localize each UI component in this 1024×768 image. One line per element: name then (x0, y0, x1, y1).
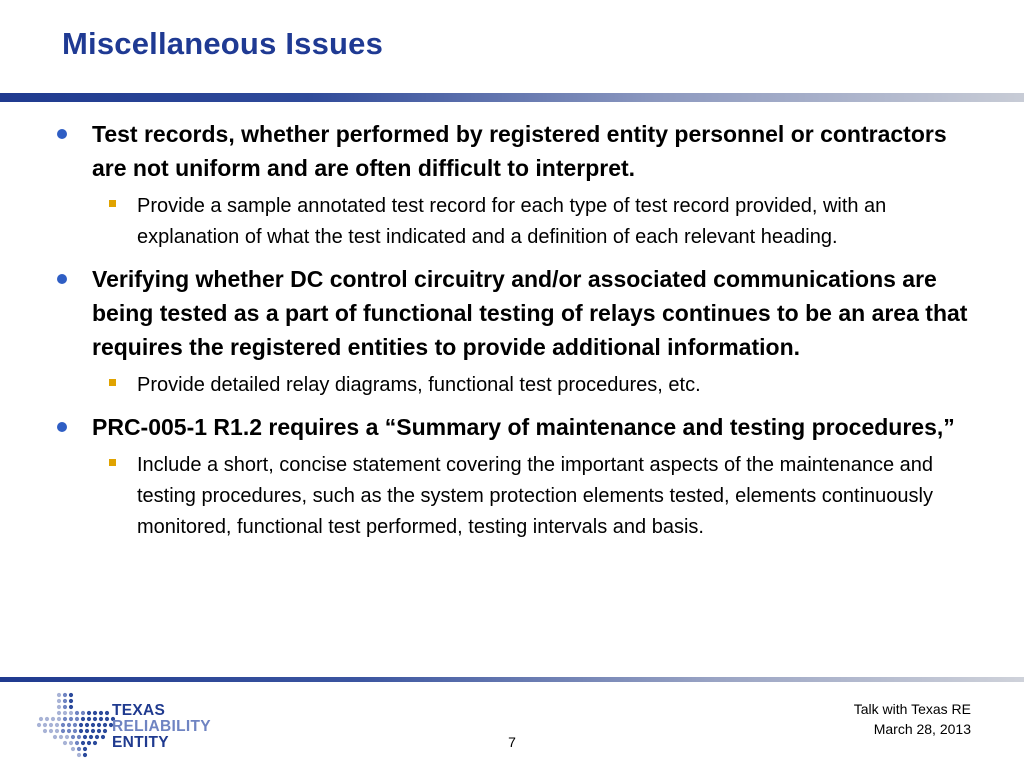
footer-event: Talk with Texas RE (853, 701, 971, 717)
bullet-dot-icon (57, 129, 67, 139)
slide-content (55, 117, 985, 552)
logo-line-texas: TEXAS (112, 702, 166, 719)
footer-info (854, 699, 971, 739)
slide-title: Miscellaneous Issues (62, 26, 384, 61)
bullet-item (55, 117, 985, 185)
bullet-item (55, 262, 985, 364)
sub-bullet-item (55, 191, 985, 253)
sub-bullet-text: Provide a sample annotated test record for each type of test record provided, with an explanation of what the test indicated and a definition of each relevant heading. (137, 195, 887, 248)
sub-bullet-text: Include a short, concise statement covering the important aspects of the maintenance and testing procedures, such as the system protection elements tested, elements continuously monitored, functional test performed, testing intervals and basis. (137, 454, 934, 538)
sub-bullet-square-icon (109, 379, 116, 386)
sub-bullet-item (55, 370, 985, 401)
bullet-text: Test records, whether performed by registered entity personnel or contractors are not uniform and are often difficult to interpret. (92, 121, 947, 181)
sub-bullet-item (55, 450, 985, 543)
sub-bullet-square-icon (109, 459, 116, 466)
title-divider (0, 93, 1024, 102)
sub-bullet-text: Provide detailed relay diagrams, functional test procedures, etc. (137, 374, 701, 396)
bullet-dot-icon (57, 274, 67, 284)
bullet-dot-icon (57, 422, 67, 432)
footer-divider (0, 677, 1024, 682)
logo-line-entity: ENTITY (112, 734, 169, 751)
bullet-text: Verifying whether DC control circuitry and/or associated communications are being tested as a part of functional testing of relays continues to be an area that requires the registered entities to provide additional information. (92, 266, 968, 360)
footer-date: March 28, 2013 (873, 721, 971, 737)
page-number: 7 (508, 734, 516, 750)
logo-line-reliability: RELIABILITY (112, 718, 211, 735)
bullet-item (55, 410, 985, 444)
sub-bullet-square-icon (109, 200, 116, 207)
bullet-text: PRC-005-1 R1.2 requires a “Summary of maintenance and testing procedures,” (92, 414, 955, 440)
